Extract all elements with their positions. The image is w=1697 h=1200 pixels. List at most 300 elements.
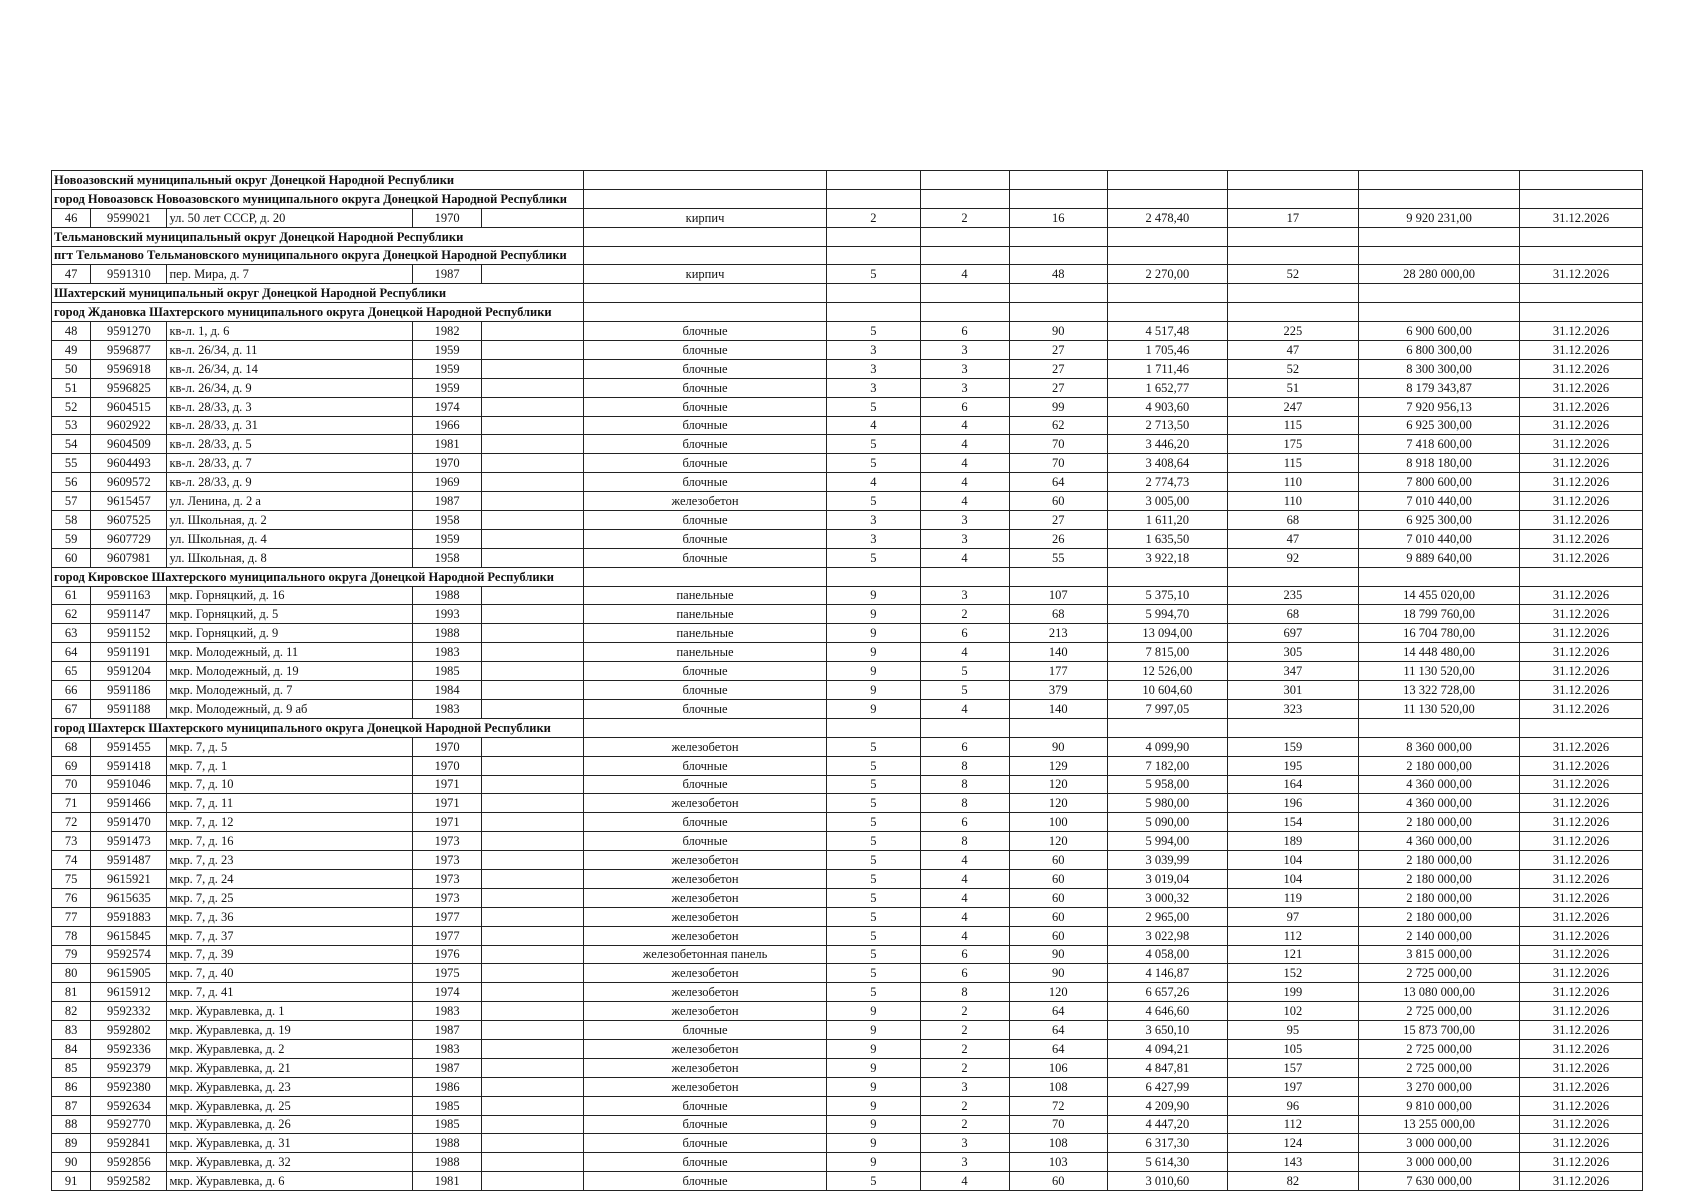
row-number-cell: 64 — [52, 643, 91, 662]
cost-cell: 14 455 020,00 — [1359, 586, 1520, 605]
empty-cell — [583, 189, 827, 208]
empty-cell — [827, 303, 920, 322]
row-number-cell: 46 — [52, 208, 91, 227]
blank-column-cell — [482, 964, 584, 983]
year-built-cell: 1971 — [413, 794, 482, 813]
address-cell: мкр. 7, д. 12 — [167, 813, 413, 832]
deadline-cell: 31.12.2026 — [1520, 775, 1643, 794]
deadline-cell: 31.12.2026 — [1520, 548, 1643, 567]
address-cell: мкр. 7, д. 36 — [167, 907, 413, 926]
row-number-cell: 80 — [52, 964, 91, 983]
wall-material-cell: блочные — [583, 322, 827, 341]
blank-column-cell — [482, 1096, 584, 1115]
residents-cell: 225 — [1227, 322, 1358, 341]
apartments-cell: 64 — [1009, 1039, 1108, 1058]
row-number-cell: 48 — [52, 322, 91, 341]
row-number-cell: 50 — [52, 359, 91, 378]
row-number-cell: 77 — [52, 907, 91, 926]
year-built-cell: 1985 — [413, 662, 482, 681]
apartments-cell: 72 — [1009, 1096, 1108, 1115]
floors-cell: 5 — [827, 832, 920, 851]
row-number-cell: 74 — [52, 851, 91, 870]
empty-cell — [1108, 303, 1228, 322]
empty-cell — [1227, 567, 1358, 586]
building-id-cell: 9591310 — [91, 265, 167, 284]
year-built-cell: 1988 — [413, 586, 482, 605]
wall-material-cell: железобетон — [583, 1002, 827, 1021]
year-built-cell: 1982 — [413, 322, 482, 341]
cost-cell: 7 920 956,13 — [1359, 397, 1520, 416]
table-row — [52, 359, 1643, 378]
entrances-cell: 4 — [920, 888, 1009, 907]
empty-cell — [1520, 227, 1643, 246]
row-number-cell: 58 — [52, 511, 91, 530]
address-cell: мкр. 7, д. 23 — [167, 851, 413, 870]
apartments-cell: 70 — [1009, 454, 1108, 473]
blank-column-cell — [482, 737, 584, 756]
table-row — [52, 397, 1643, 416]
wall-material-cell: железобетон — [583, 926, 827, 945]
entrances-cell: 6 — [920, 813, 1009, 832]
table-row — [52, 737, 1643, 756]
blank-column-cell — [482, 851, 584, 870]
building-id-cell: 9596825 — [91, 378, 167, 397]
deadline-cell: 31.12.2026 — [1520, 926, 1643, 945]
empty-cell — [1359, 303, 1520, 322]
residents-cell: 247 — [1227, 397, 1358, 416]
year-built-cell: 1974 — [413, 983, 482, 1002]
total-area-cell: 5 994,00 — [1108, 832, 1228, 851]
apartments-cell: 48 — [1009, 265, 1108, 284]
section-header-row — [52, 171, 1643, 190]
address-cell: кв-л. 28/33, д. 3 — [167, 397, 413, 416]
blank-column-cell — [482, 208, 584, 227]
wall-material-cell: блочные — [583, 1153, 827, 1172]
wall-material-cell: блочные — [583, 359, 827, 378]
building-id-cell: 9592332 — [91, 1002, 167, 1021]
year-built-cell: 1958 — [413, 548, 482, 567]
building-id-cell: 9592841 — [91, 1134, 167, 1153]
table-row — [52, 605, 1643, 624]
row-number-cell: 81 — [52, 983, 91, 1002]
section-title-text: город Новоазовск Новоазовского муниципального округа Донецкой Народной Республики — [54, 191, 567, 206]
empty-cell — [1520, 284, 1643, 303]
deadline-cell: 31.12.2026 — [1520, 1039, 1643, 1058]
residents-cell: 115 — [1227, 416, 1358, 435]
building-id-cell: 9591270 — [91, 322, 167, 341]
year-built-cell: 1973 — [413, 888, 482, 907]
floors-cell: 9 — [827, 586, 920, 605]
floors-cell: 5 — [827, 775, 920, 794]
blank-column-cell — [482, 529, 584, 548]
year-built-cell: 1988 — [413, 1134, 482, 1153]
residents-cell: 96 — [1227, 1096, 1358, 1115]
address-cell: мкр. Горняцкий, д. 5 — [167, 605, 413, 624]
residents-cell: 154 — [1227, 813, 1358, 832]
building-id-cell: 9591204 — [91, 662, 167, 681]
section-header-row — [52, 303, 1643, 322]
blank-column-cell — [482, 511, 584, 530]
row-number-cell: 68 — [52, 737, 91, 756]
total-area-cell: 3 000,32 — [1108, 888, 1228, 907]
cost-cell: 3 000 000,00 — [1359, 1134, 1520, 1153]
total-area-cell: 1 705,46 — [1108, 341, 1228, 360]
cost-cell: 7 418 600,00 — [1359, 435, 1520, 454]
building-id-cell: 9591418 — [91, 756, 167, 775]
residents-cell: 68 — [1227, 511, 1358, 530]
deadline-cell: 31.12.2026 — [1520, 1096, 1643, 1115]
wall-material-cell: блочные — [583, 1096, 827, 1115]
total-area-cell: 2 965,00 — [1108, 907, 1228, 926]
empty-cell — [827, 227, 920, 246]
wall-material-cell: железобетон — [583, 1077, 827, 1096]
residents-cell: 82 — [1227, 1172, 1358, 1191]
wall-material-cell: блочные — [583, 775, 827, 794]
row-number-cell: 76 — [52, 888, 91, 907]
address-cell: мкр. Журавлевка, д. 21 — [167, 1058, 413, 1077]
total-area-cell: 6 317,30 — [1108, 1134, 1228, 1153]
deadline-cell: 31.12.2026 — [1520, 605, 1643, 624]
floors-cell: 9 — [827, 1021, 920, 1040]
empty-cell — [1009, 246, 1108, 265]
apartments-cell: 177 — [1009, 662, 1108, 681]
total-area-cell: 2 713,50 — [1108, 416, 1228, 435]
entrances-cell: 8 — [920, 775, 1009, 794]
empty-cell — [1359, 718, 1520, 737]
residents-cell: 52 — [1227, 359, 1358, 378]
deadline-cell: 31.12.2026 — [1520, 983, 1643, 1002]
residents-cell: 105 — [1227, 1039, 1358, 1058]
table-row — [52, 643, 1643, 662]
empty-cell — [920, 284, 1009, 303]
empty-cell — [583, 227, 827, 246]
year-built-cell: 1984 — [413, 681, 482, 700]
empty-cell — [1227, 303, 1358, 322]
deadline-cell: 31.12.2026 — [1520, 473, 1643, 492]
apartments-cell: 64 — [1009, 473, 1108, 492]
empty-cell — [1108, 284, 1228, 303]
entrances-cell: 6 — [920, 945, 1009, 964]
year-built-cell: 1970 — [413, 454, 482, 473]
apartments-cell: 140 — [1009, 699, 1108, 718]
total-area-cell: 5 614,30 — [1108, 1153, 1228, 1172]
address-cell: кв-л. 28/33, д. 31 — [167, 416, 413, 435]
deadline-cell: 31.12.2026 — [1520, 511, 1643, 530]
empty-cell — [920, 246, 1009, 265]
section-header-row — [52, 284, 1643, 303]
building-id-cell: 9591466 — [91, 794, 167, 813]
blank-column-cell — [482, 1002, 584, 1021]
apartments-cell: 90 — [1009, 737, 1108, 756]
year-built-cell: 1981 — [413, 435, 482, 454]
total-area-cell: 5 994,70 — [1108, 605, 1228, 624]
table-row — [52, 473, 1643, 492]
empty-cell — [1108, 718, 1228, 737]
address-cell: кв-л. 1, д. 6 — [167, 322, 413, 341]
residents-cell: 17 — [1227, 208, 1358, 227]
blank-column-cell — [482, 624, 584, 643]
apartments-cell: 60 — [1009, 907, 1108, 926]
apartments-cell: 70 — [1009, 1115, 1108, 1134]
table-row — [52, 681, 1643, 700]
total-area-cell: 3 922,18 — [1108, 548, 1228, 567]
floors-cell: 9 — [827, 605, 920, 624]
floors-cell: 5 — [827, 964, 920, 983]
year-built-cell: 1970 — [413, 756, 482, 775]
residents-cell: 104 — [1227, 851, 1358, 870]
empty-cell — [1520, 246, 1643, 265]
total-area-cell: 2 478,40 — [1108, 208, 1228, 227]
empty-cell — [1227, 718, 1358, 737]
year-built-cell: 1993 — [413, 605, 482, 624]
floors-cell: 5 — [827, 737, 920, 756]
cost-cell: 18 799 760,00 — [1359, 605, 1520, 624]
empty-cell — [1520, 567, 1643, 586]
row-number-cell: 52 — [52, 397, 91, 416]
address-cell: мкр. 7, д. 11 — [167, 794, 413, 813]
address-cell: мкр. Журавлевка, д. 19 — [167, 1021, 413, 1040]
year-built-cell: 1970 — [413, 208, 482, 227]
residents-cell: 95 — [1227, 1021, 1358, 1040]
address-cell: мкр. 7, д. 1 — [167, 756, 413, 775]
cost-cell: 16 704 780,00 — [1359, 624, 1520, 643]
floors-cell: 5 — [827, 454, 920, 473]
empty-cell — [1359, 227, 1520, 246]
entrances-cell: 4 — [920, 454, 1009, 473]
section-title-text: город Ждановка Шахтерского муниципального округа Донецкой Народной Республики — [54, 305, 552, 320]
empty-cell — [827, 567, 920, 586]
blank-column-cell — [482, 1077, 584, 1096]
row-number-cell: 84 — [52, 1039, 91, 1058]
row-number-cell: 79 — [52, 945, 91, 964]
residents-cell: 68 — [1227, 605, 1358, 624]
residents-cell: 51 — [1227, 378, 1358, 397]
wall-material-cell: железобетон — [583, 888, 827, 907]
empty-cell — [1520, 303, 1643, 322]
residents-cell: 112 — [1227, 926, 1358, 945]
deadline-cell: 31.12.2026 — [1520, 1077, 1643, 1096]
empty-cell — [827, 246, 920, 265]
apartments-cell: 27 — [1009, 511, 1108, 530]
blank-column-cell — [482, 1021, 584, 1040]
entrances-cell: 6 — [920, 624, 1009, 643]
deadline-cell: 31.12.2026 — [1520, 529, 1643, 548]
floors-cell: 3 — [827, 341, 920, 360]
residents-cell: 195 — [1227, 756, 1358, 775]
blank-column-cell — [482, 473, 584, 492]
cost-cell: 28 280 000,00 — [1359, 265, 1520, 284]
entrances-cell: 6 — [920, 964, 1009, 983]
table-row — [52, 832, 1643, 851]
cost-cell: 8 179 343,87 — [1359, 378, 1520, 397]
cost-cell: 3 270 000,00 — [1359, 1077, 1520, 1096]
address-cell: мкр. Журавлевка, д. 25 — [167, 1096, 413, 1115]
row-number-cell: 90 — [52, 1153, 91, 1172]
entrances-cell: 2 — [920, 605, 1009, 624]
apartments-cell: 140 — [1009, 643, 1108, 662]
deadline-cell: 31.12.2026 — [1520, 1153, 1643, 1172]
building-id-cell: 9604493 — [91, 454, 167, 473]
row-number-cell: 56 — [52, 473, 91, 492]
floors-cell: 5 — [827, 888, 920, 907]
table-row — [52, 1039, 1643, 1058]
apartments-cell: 120 — [1009, 794, 1108, 813]
wall-material-cell: блочные — [583, 699, 827, 718]
table-row — [52, 624, 1643, 643]
empty-cell — [920, 718, 1009, 737]
deadline-cell: 31.12.2026 — [1520, 586, 1643, 605]
cost-cell: 8 300 300,00 — [1359, 359, 1520, 378]
cost-cell: 9 810 000,00 — [1359, 1096, 1520, 1115]
building-id-cell: 9592582 — [91, 1172, 167, 1191]
address-cell: мкр. Молодежный, д. 7 — [167, 681, 413, 700]
address-cell: кв-л. 28/33, д. 7 — [167, 454, 413, 473]
empty-cell — [583, 303, 827, 322]
deadline-cell: 31.12.2026 — [1520, 416, 1643, 435]
table-row — [52, 1172, 1643, 1191]
year-built-cell: 1983 — [413, 643, 482, 662]
floors-cell: 9 — [827, 699, 920, 718]
address-cell: ул. Школьная, д. 8 — [167, 548, 413, 567]
year-built-cell: 1970 — [413, 737, 482, 756]
floors-cell: 3 — [827, 378, 920, 397]
total-area-cell: 6 657,26 — [1108, 983, 1228, 1002]
building-id-cell: 9607729 — [91, 529, 167, 548]
wall-material-cell: железобетон — [583, 737, 827, 756]
table-row — [52, 1153, 1643, 1172]
total-area-cell: 6 427,99 — [1108, 1077, 1228, 1096]
cost-cell: 13 255 000,00 — [1359, 1115, 1520, 1134]
section-header-row — [52, 227, 1643, 246]
blank-column-cell — [482, 548, 584, 567]
floors-cell: 5 — [827, 926, 920, 945]
year-built-cell: 1985 — [413, 1096, 482, 1115]
total-area-cell: 5 375,10 — [1108, 586, 1228, 605]
residents-cell: 102 — [1227, 1002, 1358, 1021]
row-number-cell: 75 — [52, 869, 91, 888]
table-row — [52, 511, 1643, 530]
blank-column-cell — [482, 832, 584, 851]
deadline-cell: 31.12.2026 — [1520, 851, 1643, 870]
wall-material-cell: железобетон — [583, 983, 827, 1002]
floors-cell: 5 — [827, 492, 920, 511]
total-area-cell: 4 447,20 — [1108, 1115, 1228, 1134]
year-built-cell: 1959 — [413, 529, 482, 548]
residents-cell: 121 — [1227, 945, 1358, 964]
total-area-cell: 3 650,10 — [1108, 1021, 1228, 1040]
floors-cell: 9 — [827, 1058, 920, 1077]
row-number-cell: 91 — [52, 1172, 91, 1191]
building-id-cell: 9596877 — [91, 341, 167, 360]
residents-cell: 47 — [1227, 529, 1358, 548]
floors-cell: 5 — [827, 813, 920, 832]
row-number-cell: 65 — [52, 662, 91, 681]
address-cell: мкр. Журавлевка, д. 31 — [167, 1134, 413, 1153]
blank-column-cell — [482, 1172, 584, 1191]
total-area-cell: 5 980,00 — [1108, 794, 1228, 813]
blank-column-cell — [482, 983, 584, 1002]
cost-cell: 2 180 000,00 — [1359, 813, 1520, 832]
section-title — [52, 284, 482, 303]
row-number-cell: 66 — [52, 681, 91, 700]
wall-material-cell: блочные — [583, 1172, 827, 1191]
floors-cell: 5 — [827, 265, 920, 284]
residents-cell: 104 — [1227, 869, 1358, 888]
floors-cell: 5 — [827, 397, 920, 416]
deadline-cell: 31.12.2026 — [1520, 1058, 1643, 1077]
address-cell: кв-л. 28/33, д. 5 — [167, 435, 413, 454]
residents-cell: 347 — [1227, 662, 1358, 681]
entrances-cell: 4 — [920, 473, 1009, 492]
residents-cell: 197 — [1227, 1077, 1358, 1096]
entrances-cell: 6 — [920, 322, 1009, 341]
year-built-cell: 1974 — [413, 397, 482, 416]
deadline-cell: 31.12.2026 — [1520, 964, 1643, 983]
empty-cell — [1009, 284, 1108, 303]
table-row — [52, 888, 1643, 907]
empty-cell — [482, 171, 584, 190]
blank-column-cell — [482, 756, 584, 775]
section-title — [52, 189, 567, 208]
blank-column-cell — [482, 265, 584, 284]
year-built-cell: 1973 — [413, 832, 482, 851]
building-id-cell: 9592856 — [91, 1153, 167, 1172]
year-built-cell: 1977 — [413, 907, 482, 926]
year-built-cell: 1987 — [413, 265, 482, 284]
entrances-cell: 3 — [920, 359, 1009, 378]
apartments-cell: 108 — [1009, 1134, 1108, 1153]
row-number-cell: 83 — [52, 1021, 91, 1040]
total-area-cell: 1 611,20 — [1108, 511, 1228, 530]
apartments-cell: 60 — [1009, 869, 1108, 888]
building-id-cell: 9615845 — [91, 926, 167, 945]
building-id-cell: 9602922 — [91, 416, 167, 435]
wall-material-cell: железобетон — [583, 964, 827, 983]
floors-cell: 9 — [827, 1115, 920, 1134]
residents-cell: 92 — [1227, 548, 1358, 567]
table-row — [52, 775, 1643, 794]
row-number-cell: 51 — [52, 378, 91, 397]
address-cell: ул. Школьная, д. 2 — [167, 511, 413, 530]
address-cell: мкр. 7, д. 25 — [167, 888, 413, 907]
year-built-cell: 1988 — [413, 1153, 482, 1172]
apartments-cell: 379 — [1009, 681, 1108, 700]
blank-column-cell — [482, 454, 584, 473]
table-row — [52, 1115, 1643, 1134]
deadline-cell: 31.12.2026 — [1520, 1172, 1643, 1191]
year-built-cell: 1966 — [413, 416, 482, 435]
empty-cell — [482, 227, 584, 246]
floors-cell: 9 — [827, 1002, 920, 1021]
table-row — [52, 1002, 1643, 1021]
address-cell: мкр. 7, д. 16 — [167, 832, 413, 851]
floors-cell: 5 — [827, 907, 920, 926]
address-cell: кв-л. 26/34, д. 9 — [167, 378, 413, 397]
row-number-cell: 73 — [52, 832, 91, 851]
apartments-cell: 64 — [1009, 1021, 1108, 1040]
entrances-cell: 6 — [920, 737, 1009, 756]
cost-cell: 4 360 000,00 — [1359, 832, 1520, 851]
apartments-cell: 68 — [1009, 605, 1108, 624]
entrances-cell: 4 — [920, 907, 1009, 926]
section-title — [52, 303, 552, 322]
total-area-cell: 4 146,87 — [1108, 964, 1228, 983]
residents-cell: 175 — [1227, 435, 1358, 454]
residents-cell: 152 — [1227, 964, 1358, 983]
row-number-cell: 54 — [52, 435, 91, 454]
entrances-cell: 8 — [920, 794, 1009, 813]
wall-material-cell: железобетон — [583, 1058, 827, 1077]
